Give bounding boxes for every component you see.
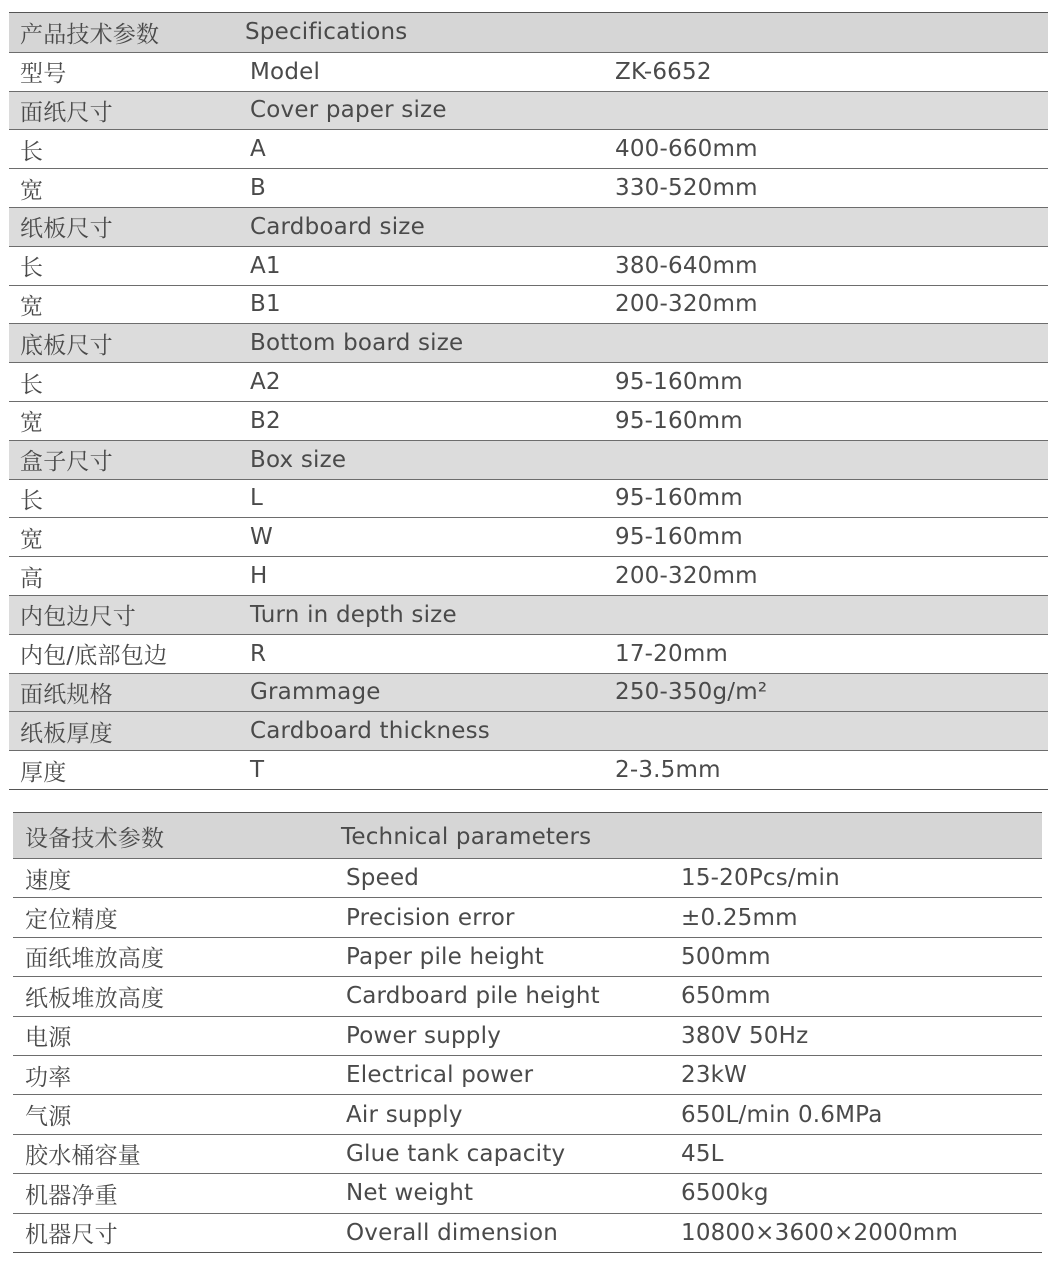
- table-row: [13, 1094, 1042, 1133]
- row-label-en: Cardboard pile height: [346, 983, 600, 1010]
- row-value: 15-20Pcs/min: [681, 865, 840, 892]
- row-label-zh: 厚度: [20, 759, 67, 786]
- row-value: 500mm: [681, 943, 771, 970]
- table-row: [9, 285, 1048, 324]
- row-value: ZK-6652: [615, 58, 712, 85]
- row-label-zh: 长: [20, 138, 44, 165]
- row-label-en: L: [250, 485, 264, 512]
- row-label-zh: 纸板堆放高度: [25, 985, 165, 1012]
- row-label-zh: 速度: [25, 867, 72, 894]
- table-row: [9, 129, 1048, 168]
- table-row: [9, 52, 1048, 91]
- row-label-en: Net weight: [346, 1180, 474, 1207]
- row-label-zh: 纸板尺寸: [20, 216, 113, 243]
- row-value: 200-320mm: [615, 291, 758, 318]
- table-row: [9, 634, 1048, 673]
- row-label-en: Cardboard size: [250, 213, 425, 240]
- row-label-en: Box size: [250, 446, 347, 473]
- header-label-zh: 产品技术参数: [20, 21, 160, 48]
- table-row: [9, 479, 1048, 518]
- row-label-en: Electrical power: [346, 1062, 534, 1089]
- row-label-zh: 长: [20, 371, 44, 398]
- row-value: 95-160mm: [615, 524, 743, 551]
- row-value: 400-660mm: [615, 136, 758, 163]
- row-label-zh: 电源: [25, 1025, 72, 1052]
- table-row: [9, 750, 1048, 789]
- row-label-zh: 长: [20, 487, 44, 514]
- table-row: [13, 1016, 1042, 1055]
- table-row: [13, 897, 1042, 936]
- row-value: 23kW: [681, 1062, 748, 1089]
- row-label-en: Precision error: [346, 904, 515, 931]
- row-value: 95-160mm: [615, 407, 743, 434]
- row-label-zh: 宽: [20, 526, 44, 553]
- table-row: [9, 362, 1048, 401]
- row-label-en: A2: [250, 369, 281, 396]
- row-label-en: A1: [250, 252, 281, 279]
- row-label-zh: 宽: [20, 293, 44, 320]
- row-label-en: Power supply: [346, 1022, 502, 1049]
- row-label-zh: 内包边尺寸: [20, 604, 136, 631]
- row-label-en: Turn in depth size: [250, 601, 457, 628]
- row-value: 95-160mm: [615, 369, 743, 396]
- row-label-en: B2: [250, 407, 281, 434]
- row-label-zh: 功率: [25, 1064, 72, 1091]
- row-label-en: A: [250, 136, 266, 163]
- row-label-en: W: [250, 524, 273, 551]
- row-label-en: Speed: [346, 865, 420, 892]
- row-label-en: R: [250, 640, 267, 667]
- row-value: 2-3.5mm: [615, 757, 721, 784]
- row-label-en: Cardboard thickness: [250, 718, 490, 745]
- row-label-zh: 盒子尺寸: [20, 449, 113, 476]
- row-value: 380V 50Hz: [681, 1022, 809, 1049]
- table-row: [9, 323, 1048, 362]
- row-value: 10800×3600×2000mm: [681, 1219, 958, 1246]
- row-label-en: Grammage: [250, 679, 381, 706]
- row-label-zh: 宽: [20, 410, 44, 437]
- table-row: [9, 440, 1048, 479]
- table-row: [9, 556, 1048, 595]
- row-label-en: Paper pile height: [346, 943, 545, 970]
- row-label-zh: 定位精度: [25, 907, 118, 934]
- technical-parameters-table: [13, 812, 1042, 1253]
- row-value: 650mm: [681, 983, 771, 1010]
- row-value: 200-320mm: [615, 563, 758, 590]
- row-label-en: B: [250, 175, 266, 202]
- row-label-zh: 面纸堆放高度: [25, 946, 165, 973]
- row-value: 250-350g/m²: [615, 679, 768, 706]
- row-value: 17-20mm: [615, 640, 729, 667]
- table-row: [9, 517, 1048, 556]
- specifications-table: [9, 12, 1048, 790]
- row-label-zh: 机器尺寸: [25, 1222, 118, 1249]
- row-label-zh: 内包/底部包边: [20, 643, 168, 670]
- table-row: [13, 976, 1042, 1015]
- row-value: 45L: [681, 1140, 724, 1167]
- row-label-en: Model: [250, 58, 321, 85]
- row-value: 95-160mm: [615, 485, 743, 512]
- row-label-zh: 纸板厚度: [20, 720, 113, 747]
- row-label-en: Cover paper size: [250, 97, 447, 124]
- row-label-en: H: [250, 563, 268, 590]
- row-label-en: Air supply: [346, 1101, 463, 1128]
- row-label-zh: 面纸规格: [20, 681, 113, 708]
- technical-parameters-header-row: [13, 813, 1042, 858]
- table-row: [9, 673, 1048, 712]
- row-value: 6500kg: [681, 1180, 769, 1207]
- row-label-en: B1: [250, 291, 281, 318]
- row-label-en: Bottom board size: [250, 330, 464, 357]
- table-row: [13, 858, 1042, 897]
- row-value: ±0.25mm: [681, 904, 798, 931]
- table-row: [9, 595, 1048, 634]
- row-label-zh: 宽: [20, 177, 44, 204]
- row-label-zh: 底板尺寸: [20, 332, 113, 359]
- row-value: 650L/min 0.6MPa: [681, 1101, 883, 1128]
- table-row: [13, 1134, 1042, 1173]
- header-label-en: Specifications: [245, 19, 408, 46]
- table-row: [13, 1055, 1042, 1094]
- specifications-header-row: [9, 13, 1048, 52]
- row-value: 380-640mm: [615, 252, 758, 279]
- table-row: [9, 711, 1048, 750]
- row-label-zh: 型号: [20, 61, 67, 88]
- row-label-en: T: [250, 757, 265, 784]
- table-row: [9, 401, 1048, 440]
- row-label-zh: 长: [20, 255, 44, 282]
- row-label-en: Glue tank capacity: [346, 1140, 566, 1167]
- table-row: [9, 91, 1048, 130]
- table-row: [9, 207, 1048, 246]
- row-label-zh: 气源: [25, 1104, 72, 1131]
- header-label-en: Technical parameters: [341, 823, 592, 850]
- row-value: 330-520mm: [615, 175, 758, 202]
- row-label-zh: 胶水桶容量: [25, 1143, 141, 1170]
- header-label-zh: 设备技术参数: [25, 826, 165, 852]
- table-row: [9, 246, 1048, 285]
- row-label-zh: 高: [20, 565, 44, 592]
- table-row: [13, 1213, 1042, 1252]
- row-label-zh: 面纸尺寸: [20, 99, 113, 126]
- table-row: [13, 1173, 1042, 1212]
- table-row: [9, 168, 1048, 207]
- row-label-en: Overall dimension: [346, 1219, 559, 1246]
- table-row: [13, 937, 1042, 976]
- row-label-zh: 机器净重: [25, 1182, 118, 1209]
